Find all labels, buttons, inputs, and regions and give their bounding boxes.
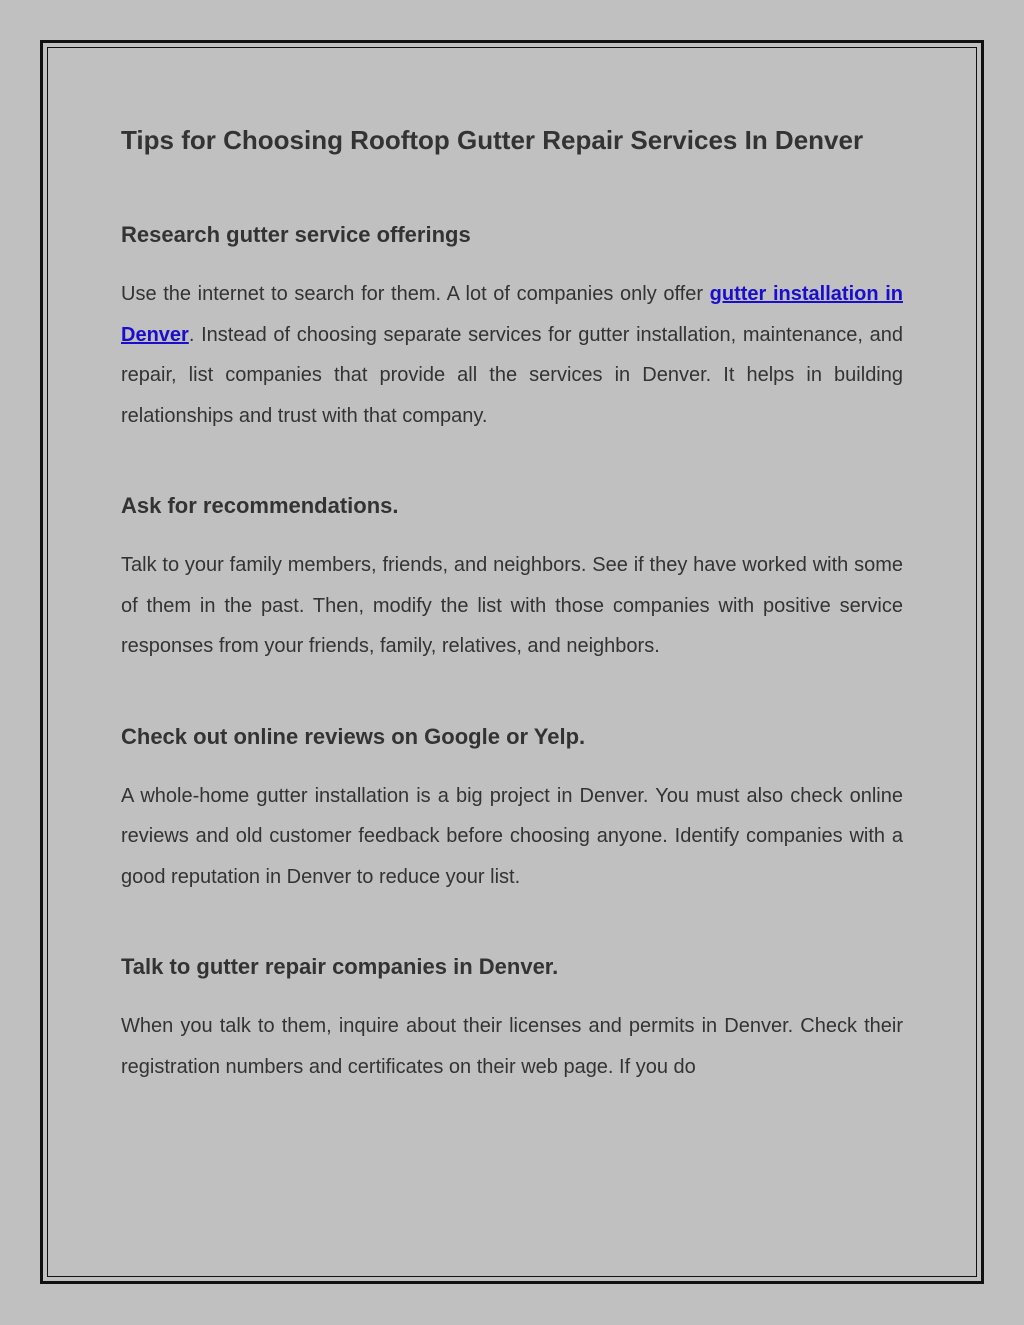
section-heading-reviews: Check out online reviews on Google or Yelp. <box>121 723 586 749</box>
document-content <box>121 120 903 1087</box>
section-body-recommendations: Talk to your family members, friends, and neighbors. See if they have worked with some of them in the past. Then, modify the list with those companies with positive service responses from your friends, family, relatives, and neighbors. <box>121 554 903 657</box>
section-body-research <box>121 274 903 436</box>
body-text-after-link: . Instead of choosing separate services for gutter installation, maintenance, and repair, list companies that provide all the services in Denver. It helps in building relationships and trust with that company. <box>121 323 903 427</box>
page-title: Tips for Choosing Rooftop Gutter Repair Services In Denver <box>121 125 864 155</box>
section-heading-research: Research gutter service offerings <box>121 222 471 247</box>
section-body-reviews: A whole-home gutter installation is a big project in Denver. You must also check online reviews and old customer feedback before choosing anyone. Identify companies with a good reputation in Denver to reduce your list. <box>121 784 903 888</box>
section-heading-recommendations: Ask for recommendations. <box>121 493 399 518</box>
section-body-talk: When you talk to them, inquire about their licenses and permits in Denver. Check their registration numbers and certificates on their web page. If you do <box>121 1015 903 1078</box>
gutter-installation-link[interactable]: gutter installation in Denver <box>121 283 903 346</box>
section-heading-talk: Talk to gutter repair companies in Denver. <box>121 954 559 979</box>
body-text-before-link: Use the internet to search for them. A lot of companies only offer <box>121 283 710 305</box>
